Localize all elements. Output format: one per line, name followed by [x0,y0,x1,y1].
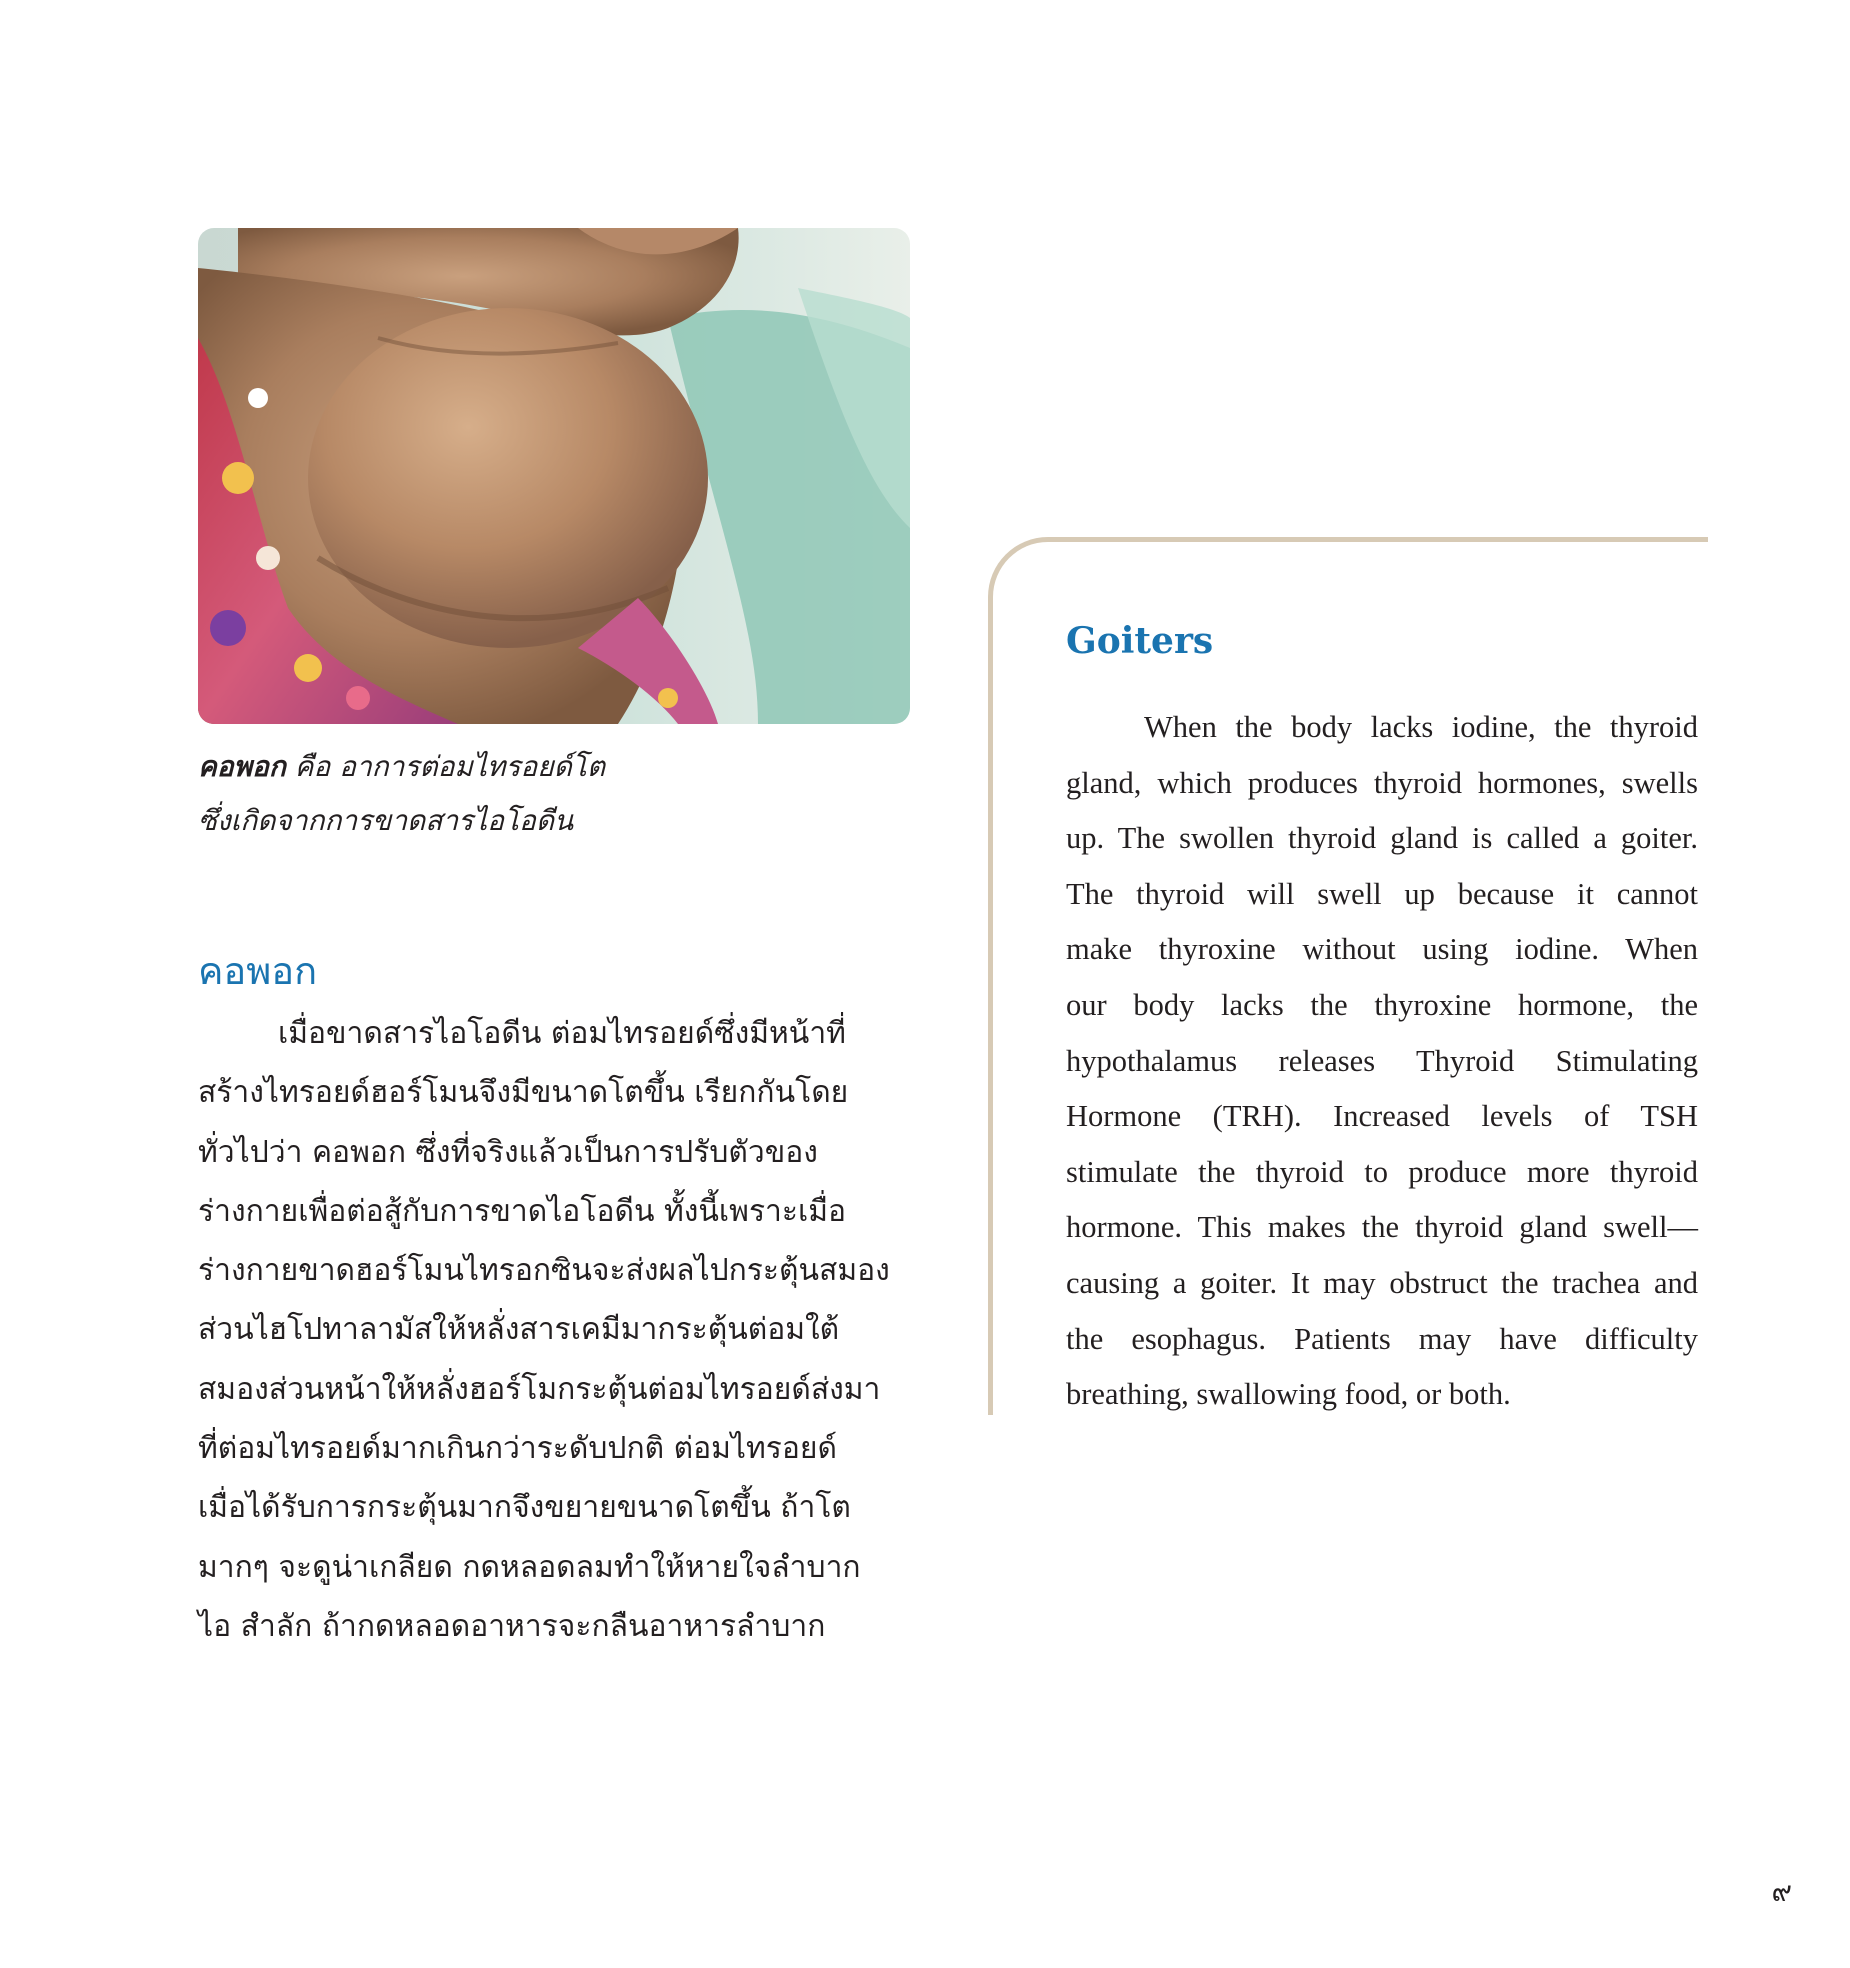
english-section-heading: Goiters [1066,620,1214,662]
english-line: breathing, swallowing food, or both. [1066,1377,1511,1412]
page-number: ๙ [1771,1875,1792,1908]
thai-line: เมื่อขาดสารไอโอดีน ต่อมไทรอยด์ซึ่งมีหน้าที่ [278,1016,846,1051]
english-line: make thyroxine without using iodine. When [1066,932,1698,967]
english-paragraph [1066,700,1698,1423]
english-line: gland, which produces thyroid hormones, swells [1066,765,1698,800]
caption-term: คอพอก [198,750,286,783]
thai-line: ทั่วไปว่า คอพอก ซึ่งที่จริงแล้วเป็นการปรับตัวของ [198,1134,818,1170]
thai-line: สมองส่วนหน้าให้หลั่งฮอร์โมกระตุ้นต่อมไทรอยด์ส่งมา [198,1371,881,1407]
english-line: The thyroid will swell up because it cannot [1066,876,1698,911]
thai-line: ร่างกายขาดฮอร์โมนไทรอกซินจะส่งผลไปกระตุ้นสมอง [198,1253,890,1289]
thai-section-heading: คอพอก [198,949,318,993]
goiter-illustration [198,228,910,724]
thai-line: มากๆ จะดูน่าเกลียด กดหลอดลมทำให้หายใจลำบาก [198,1549,861,1585]
english-line: our body lacks the thyroxine hormone, the [1066,987,1698,1022]
caption-line-2: ซึ่งเกิดจากการขาดสารไอโอดีน [198,804,574,837]
caption-line-1-rest: คือ อาการต่อมไทรอยด์โต [285,750,606,783]
english-line: causing a goiter. It may obstruct the trachea and [1066,1265,1698,1300]
english-line: up. The swollen thyroid gland is called a goiter. [1066,821,1698,856]
photo-caption [198,740,918,848]
thai-line: ร่างกายเพื่อต่อสู้กับการขาดไอโอดีน ทั้งนี้เพราะเมื่อ [198,1193,847,1229]
goiter-photo [198,228,910,724]
thai-line: เมื่อได้รับการกระตุ้นมากจึงขยายขนาดโตขึ้น ถ้าโต [198,1490,851,1526]
thai-line: ส่วนไฮโปทาลามัสให้หลั่งสารเคมีมากระตุ้นต่อมใต้ [198,1312,840,1348]
english-line: Hormone (TRH). Increased levels of TSH [1066,1099,1698,1134]
thai-line: ไอ สำลัก ถ้ากดหลอดอาหารจะกลืนอาหารลำบาก [198,1608,826,1644]
english-line: hypothalamus releases Thyroid Stimulating [1066,1043,1698,1078]
english-line: stimulate the thyroid to produce more thyroid [1066,1154,1698,1189]
thai-line: สร้างไทรอยด์ฮอร์โมนจึงมีขนาดโตขึ้น เรียกกันโดย [198,1075,849,1111]
thai-paragraph [198,1004,910,1656]
english-line: When the body lacks iodine, the thyroid [1144,710,1698,744]
thai-line: ที่ต่อมไทรอยด์มากเกินกว่าระดับปกติ ต่อมไทรอยด์ [198,1431,837,1467]
english-line: hormone. This makes the thyroid gland swell— [1066,1210,1698,1245]
caption-line-1 [198,740,918,794]
english-line: the esophagus. Patients may have difficulty [1066,1321,1698,1356]
